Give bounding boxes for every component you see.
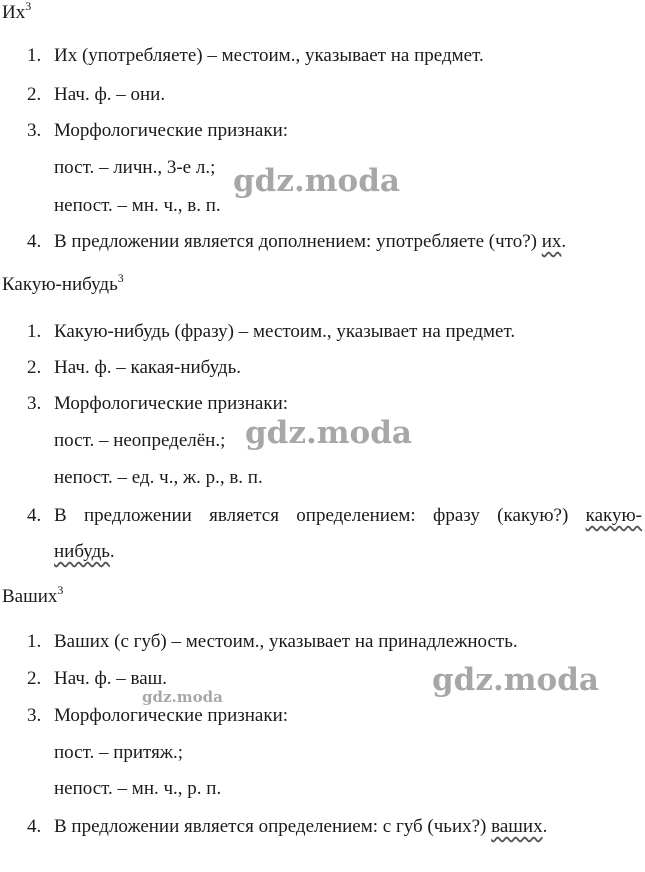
item-number: 3.: [27, 393, 42, 414]
list-item: [27, 84, 642, 106]
sub-line: непост. – мн. ч., р. п.: [54, 778, 222, 799]
item-number: 2.: [27, 84, 42, 105]
item-number: 4.: [27, 505, 42, 526]
section-title-text: Какую-нибудь: [2, 274, 118, 295]
sub-line: непост. – ед. ч., ж. р., в. п.: [54, 467, 263, 488]
item-tail: .: [542, 816, 548, 837]
superscript: 3: [25, 0, 32, 13]
list-item: [27, 816, 642, 838]
item-text: В предложении является определением: с губ (чьих?): [54, 816, 492, 837]
watermark: gdz.moda: [142, 688, 223, 706]
sub-line: [54, 541, 115, 563]
item-text: Морфологические признаки:: [54, 705, 289, 726]
item-number: 2.: [27, 357, 42, 378]
item-text: В предложении является дополнением: употребляете (что?): [54, 231, 542, 252]
underlined-word: ваших: [491, 816, 543, 837]
item-text: Какую-нибудь (фразу) – местоим., указывает на предмет.: [54, 321, 516, 342]
list-item: [27, 231, 642, 253]
item-number: 1.: [27, 45, 42, 66]
superscript: 3: [117, 271, 124, 285]
section-title-kakuyu-nibud: [2, 271, 124, 296]
underlined-word: какую-: [585, 505, 642, 526]
sub-line: непост. – мн. ч., в. п.: [54, 195, 221, 216]
section-title-text: Ваших: [2, 586, 58, 607]
section-title-ih: [2, 2, 31, 24]
section-title-text: Их: [2, 2, 26, 23]
item-tail: .: [109, 541, 115, 562]
underlined-word: их: [541, 231, 562, 252]
item-text: Нач. ф. – они.: [54, 84, 166, 105]
item-text: Их (употребляете) – местоим., указывает на предмет.: [54, 45, 484, 66]
sub-line: пост. – неопределён.;: [54, 430, 226, 451]
item-text: Морфологические признаки:: [54, 120, 289, 141]
item-number: 4.: [27, 816, 42, 837]
underlined-word: нибудь: [54, 541, 110, 562]
item-number: 1.: [27, 321, 42, 342]
item-text: Ваших (с губ) – местоим., указывает на принадлежность.: [54, 631, 518, 652]
item-text: Нач. ф. – ваш.: [54, 668, 168, 689]
watermark: gdz.moda: [233, 163, 400, 199]
item-text: Нач. ф. – какая-нибудь.: [54, 357, 241, 378]
item-number: 2.: [27, 668, 42, 689]
item-number: 4.: [27, 231, 42, 252]
list-item: [27, 393, 642, 415]
sub-line: пост. – притяж.;: [54, 742, 183, 763]
list-item: [27, 45, 642, 67]
item-text: Морфологические признаки:: [54, 393, 289, 414]
item-text: В предложении является определением: фразу (какую?): [54, 505, 569, 526]
item-tail: .: [561, 231, 567, 252]
item-number: 1.: [27, 631, 42, 652]
sub-line: пост. – личн., 3-е л.;: [54, 157, 216, 178]
list-item: [27, 631, 642, 653]
section-title-vashih: [2, 583, 64, 608]
watermark: gdz.moda: [432, 662, 599, 698]
item-number: 3.: [27, 120, 42, 141]
list-item: [27, 321, 642, 343]
item-text-justified: [54, 505, 642, 527]
list-item: [27, 705, 642, 727]
item-number: 3.: [27, 705, 42, 726]
list-item: [27, 505, 642, 527]
list-item: [27, 120, 642, 142]
superscript: 3: [57, 583, 64, 597]
watermark: gdz.moda: [245, 415, 412, 451]
list-item: [27, 357, 642, 379]
